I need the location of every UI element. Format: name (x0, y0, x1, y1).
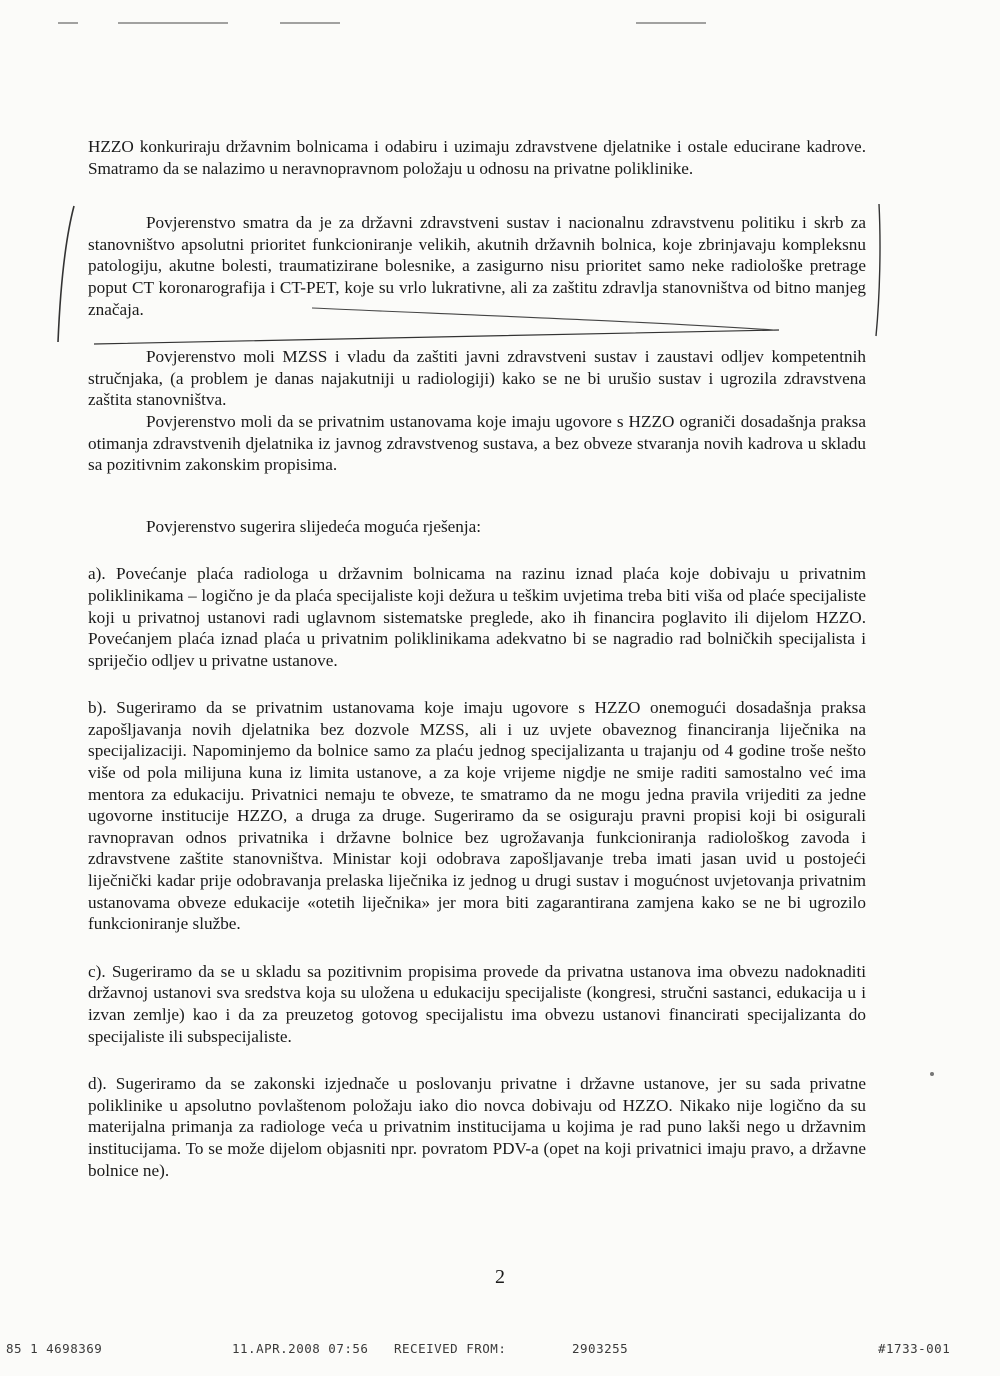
fax-job-id: #1733-001 (878, 1341, 951, 1356)
paragraph-suggestion-c: c). Sugeriramo da se u skladu sa pozitivnim propisima provede da privatna ustanova ima obvezu nadoknaditi državnoj ustanovi sva sredstva koja su uložena u edukaciju specijaliste (kongresi, stručni sastanci, edukacija u i izvan zemlje) kao i da za preuzetog gotovog specijalistu ima obvezu ustanovi financirati specijalizanta do specijaliste ili subspecijaliste. (88, 961, 866, 1046)
fax-footer (6, 1341, 962, 1359)
fax-received-number: 2903255 (572, 1341, 629, 1356)
paragraph-priority-highlighted: Povjerenstvo smatra da je za državni zdravstveni sustav i nacionalnu zdravstvenu politiku i skrb za stanovništvo apsolutni prioritet funkcioniranje velikih, akutnih državnih bolnica, koje zbrinjavaju kompleksnu patologiju, akutne bolesti, traumatizirane bolesnike, a zasigurno nisu prioritet samo neke radiološke pretrage poput CT koronarografija i CT-PET, koje su vrlo lukrativne, ali za zaštitu zdravlja stanovništva od bitno manjeg značaja. (88, 212, 866, 320)
paragraph-intro: HZZO konkuriraju državnim bolnicama i odabiru i uzimaju zdravstvene djelatnike i ostale educirane kadrove. Smatramo da se nalazimo u neravnopravnom položaju u odnosu na privatne poliklinike. (88, 137, 866, 178)
paragraph-suggestion-b: b). Sugeriramo da se privatnim ustanovama koje imaju ugovore s HZZO onemogući dosadašnja praksa zapošljavanja novih djelatnika bez dozvole MZSS, ali i uz uvjete obaveznog financiranja liječnika na specijalizaciji. Napominjemo da bolnice samo za plaću jednog specijalizanta u trajanju od 4 godine troše nešto više od pola milijuna kuna iz limita ustanove, a za koje vrijeme nigdje ne smije raditi samostalno već ima mentora za edukaciju. Privatnici nemaju te obveze, te smatramo da ne mogu jedna pravila vrijediti za jedne ugovorne institucije HZZO, a druga za druge. Sugeriramo da se osiguraju pravni propisi koji bi osigurali ravnopravan odnos privatnika i državne bolnice bez ugrožavanja funkcioniranja radiološkog zavoda i zdravstvene zaštite stanovništva. Ministar koji odobrava zapošljavanje treba imati jasan uvid u postojeći liječnički kadar prije odobravanja prelaska liječnika iz jednog u drugi sustav i mogućnost uvjetovanja privatnim ustanovama obveze edukacije «otetih liječnika» jer mora biti zagarantirana zamjena kako se ne bi ugrozilo funkcioniranje službe. (88, 698, 866, 934)
fax-timestamp: 11.APR.2008 07:56 (232, 1341, 369, 1356)
paragraph-request-mzss: Povjerenstvo moli MZSS i vladu da zaštiti javni zdravstveni sustav i zaustavi odljev kompetentnih stručnjaka, (a problem je danas najakutniji u radiologiji) kako se ne bi urušio sustav i ugrozila zdravstvena zaštita stanovništva. (88, 347, 866, 410)
document-body (88, 136, 866, 1181)
fax-sender-number: 85 1 4698369 (6, 1341, 103, 1356)
paragraph-suggestions-heading: Povjerenstvo sugerira slijedeća moguća rješenja: (146, 516, 482, 536)
fax-received-label: RECEIVED FROM: (394, 1341, 507, 1356)
paragraph-suggestion-a: a). Povećanje plaća radiologa u državnim bolnicama na razinu iznad plaća koje dobivaju u privatnim poliklinikama – logično je da plaća specijaliste koji dežura u teškim uvjetima treba biti viša od plaće specijaliste koji u privatnoj ustanovi radi uglavnom sistematske preglede, ako ih financira poglavito ili dijelom HZZO. Povećanjem plaća iznad plaća u privatnim poliklinikama adekvatno bi se nagradio rad bolničkih specijalista i spriječio odljev u privatne ustanove. (88, 564, 866, 670)
paragraph-suggestion-d: d). Sugeriramo da se zakonski izjednače u poslovanju privatne i državne ustanove, jer su sada privatne poliklinike u apsolutno povlaštenom položaju iako dio novca dobivaju od HZZO. Nikako nije logično da su materijalna primanja za radiologe veća u privatnim institucijama u kojima je rad puno lakši nego u državnim institucijama. To se može dijelom objasniti npr. povratom PDV-a (opet na koji privatnici imaju pravo, a državne bolnice ne). (88, 1074, 866, 1180)
page-number: 2 (495, 1266, 505, 1288)
fax-header-remnant (58, 22, 958, 38)
paragraph-request-private: Povjerenstvo moli da se privatnim ustanovama koje imaju ugovore s HZZO ograniči dosadašnja praksa otimanja zdravstvenih djelatnika iz javnog zdravstvenog sustava, a bez obveze stvaranja novih kadrova u skladu sa pozitivnim zakonskim propisima. (88, 411, 866, 475)
scan-speck (930, 1072, 934, 1076)
